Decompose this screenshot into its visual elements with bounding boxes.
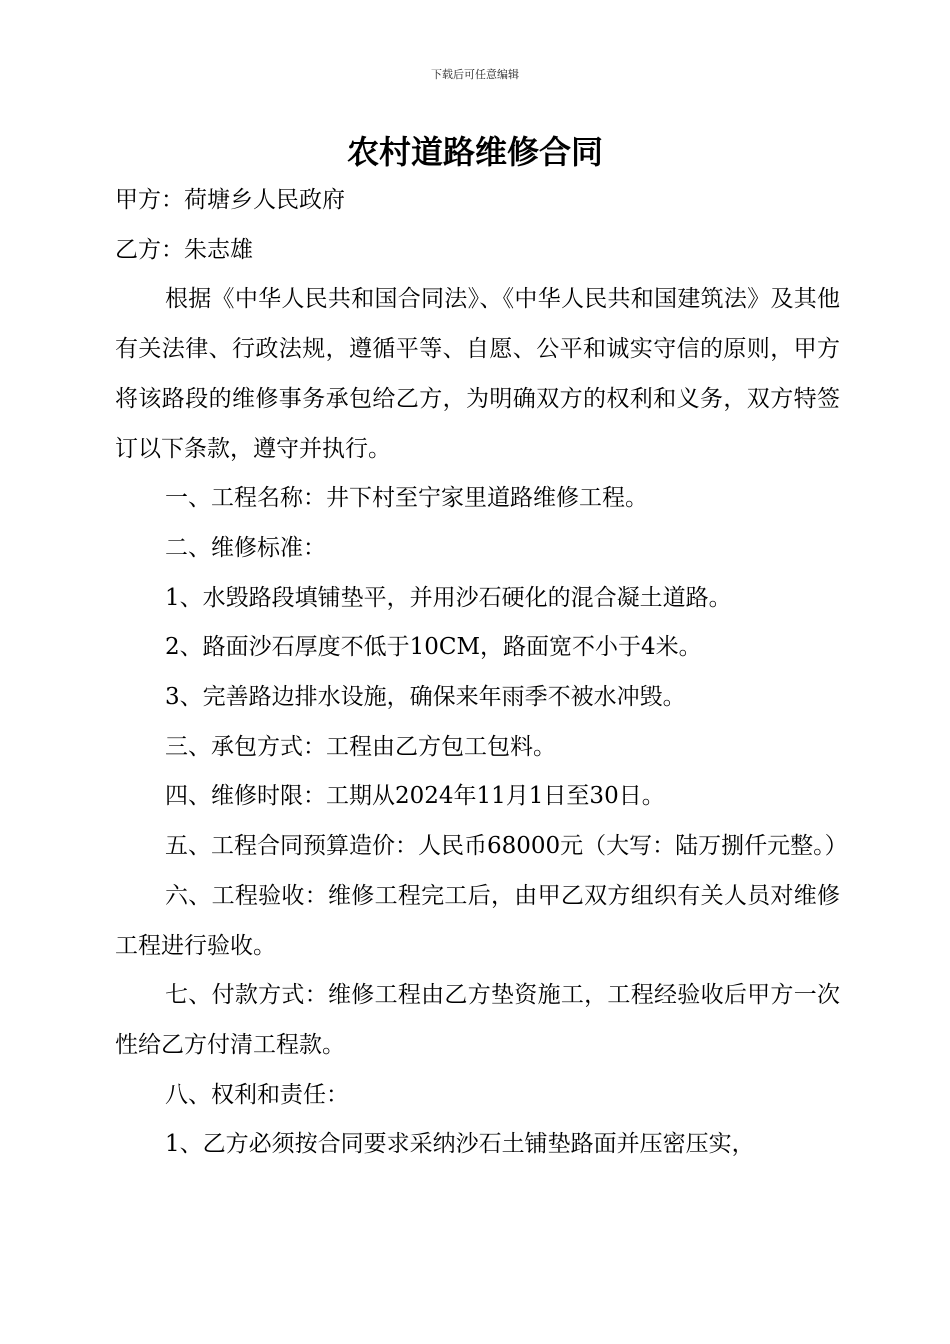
- clause-7-payment: 七、付款方式：维修工程由乙方垫资施工，工程经验收后甲方一次性给乙方付清工程款。: [115, 982, 840, 1058]
- preamble-paragraph: 根据《中华人民共和国合同法》、《中华人民共和国建筑法》及其他有关法律、行政法规，遵循平等、自愿、公平和诚实守信的原则，甲方将该路段的维修事务承包给乙方，为明确双方的权利和义务，双方特签订以下条款，遵守并执行。: [115, 286, 840, 462]
- standard-item-2: 2、路面沙石厚度不低于10CM，路面宽不小于4米。: [165, 634, 702, 661]
- clause-8-rights-responsibilities: 八、权利和责任：: [165, 1081, 349, 1108]
- responsibility-item-1: 1、乙方必须按合同要求采纳沙石土铺垫路面并压密压实，: [165, 1131, 755, 1158]
- document-title: 农村道路维修合同: [346, 133, 603, 171]
- standard-item-3: 3、完善路边排水设施，确保来年雨季不被水冲毁。: [165, 684, 686, 711]
- party-a-line: 甲方：荷塘乡人民政府: [115, 187, 345, 213]
- clause-5-budget: 五、工程合同预算造价：人民币68000元（大写：陆万捌仟元整。）: [165, 833, 848, 860]
- header-note: 下载后可任意编辑: [431, 68, 519, 81]
- clause-6-acceptance: 六、工程验收：维修工程完工后，由甲乙双方组织有关人员对维修工程进行验收。: [115, 882, 840, 959]
- clause-4-time-limit: 四、维修时限：工期从2024年11月1日至30日。: [165, 783, 665, 810]
- document-body: [115, 176, 848, 1170]
- standard-item-1: 1、水毁路段填铺垫平，并用沙石硬化的混合凝土道路。: [165, 584, 732, 611]
- party-b-line: 乙方：朱志雄: [115, 236, 253, 263]
- clause-3-contract-method: 三、承包方式：工程由乙方包工包料。: [165, 733, 556, 760]
- clause-1-project-name: 一、工程名称：井下村至宁家里道路维修工程。: [165, 485, 648, 512]
- clause-2-repair-standard: 二、维修标准：: [165, 534, 326, 561]
